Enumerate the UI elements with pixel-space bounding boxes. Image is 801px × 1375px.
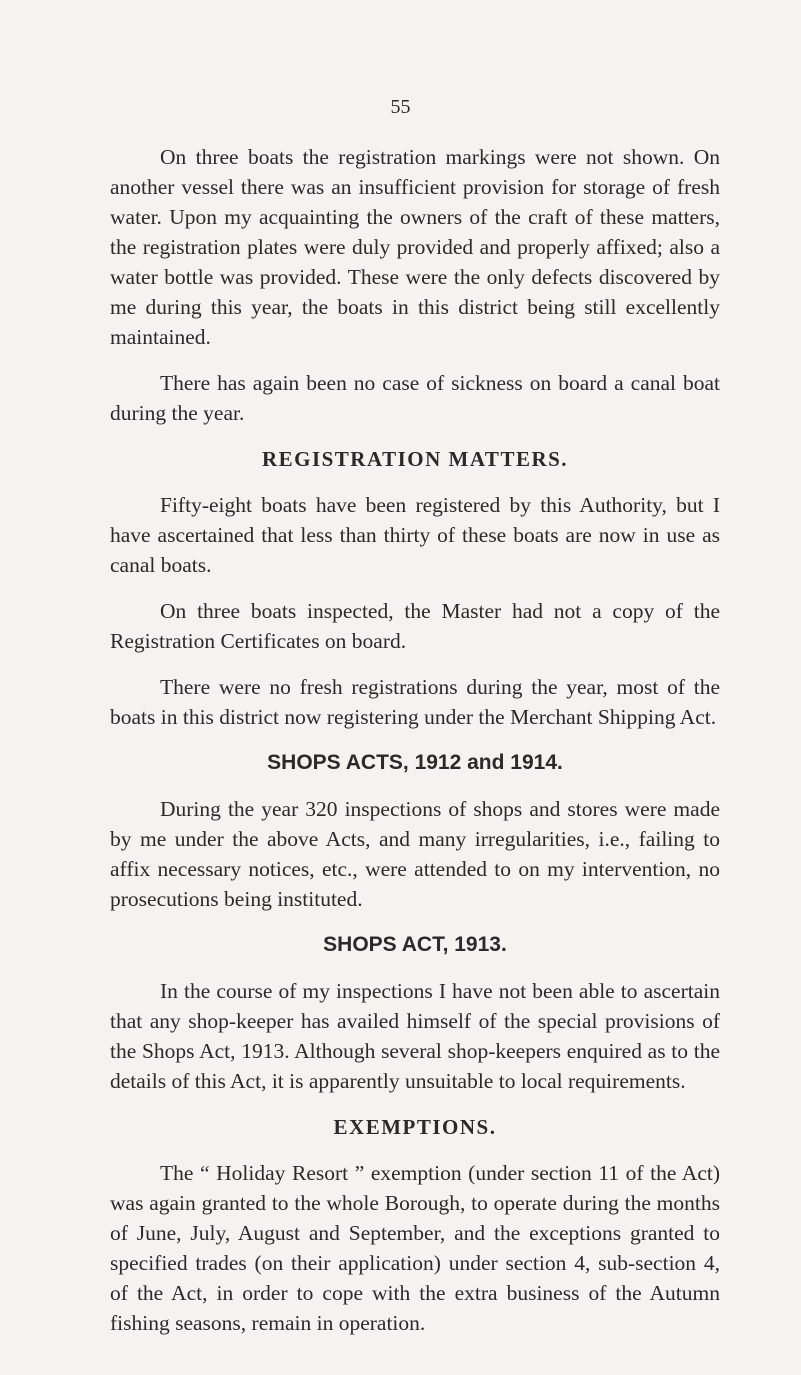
spacer	[110, 428, 720, 444]
paragraph-no-fresh-registrations: There were no fresh registrations during the year, most of the boats in this district now registering under the Merchant Shipping Act.	[110, 675, 720, 729]
paragraph-no-sickness: There has again been no case of sickness on board a canal boat during the year.	[110, 371, 720, 425]
paragraph-shop-inspections: During the year 320 inspections of shops and stores were made by me under the above Acts, and many irregularities, i.e., failing to affix necessary notices, etc., were attended to on my intervention, no prosecutions being instituted.	[110, 797, 720, 911]
spacer	[110, 1142, 720, 1158]
spacer	[110, 778, 720, 794]
paragraph-master-certificates: On three boats inspected, the Master had not a copy of the Registration Certificates on board.	[110, 599, 720, 653]
spacer	[110, 352, 720, 368]
spacer	[110, 1096, 720, 1112]
paragraph-special-provisions: In the course of my inspections I have not been able to ascertain that any shop-keeper has availed himself of the special provisions of the Shops Act, 1913. Although several shop-keepers enquired as to the details of this Act, it is apparently unsuitable to local requirements.	[110, 979, 720, 1093]
page-body	[110, 142, 720, 1338]
heading-shops-act-1913: SHOPS ACT, 1913.	[323, 933, 507, 956]
heading-shops-acts-1912-1914: SHOPS ACTS, 1912 and 1914.	[267, 751, 563, 774]
spacer	[110, 960, 720, 976]
spacer	[110, 732, 720, 748]
spacer	[110, 580, 720, 596]
page-number: 55	[390, 96, 411, 118]
heading-exemptions: EXEMPTIONS.	[333, 1115, 497, 1139]
spacer	[110, 656, 720, 672]
heading-registration-matters: REGISTRATION MATTERS.	[261, 447, 569, 471]
paragraph-registration-markings: On three boats the registration markings were not shown. On another vessel there was an insufficient provision for storage of fresh water. Upon my acquainting the owners of the craft of these matters, the registration plates were duly provided and properly affixed; also a water bottle was provided. These were the only defects discovered by me during this year, the boats in this district being still excellently maintained.	[110, 145, 720, 349]
spacer	[110, 474, 720, 490]
paragraph-holiday-resort-exemption: The “ Holiday Resort ” exemption (under section 11 of the Act) was again granted to the whole Borough, to operate during the months of June, July, August and September, and the exceptions granted to specified trades (on their application) under section 4, sub-section 4, of the Act, in order to cope with the extra business of the Autumn fishing seasons, remain in operation.	[110, 1161, 720, 1335]
spacer	[110, 914, 720, 930]
paragraph-boats-registered: Fifty-eight boats have been registered by this Authority, but I have ascertained that less than thirty of these boats are now in use as canal boats.	[110, 493, 720, 577]
